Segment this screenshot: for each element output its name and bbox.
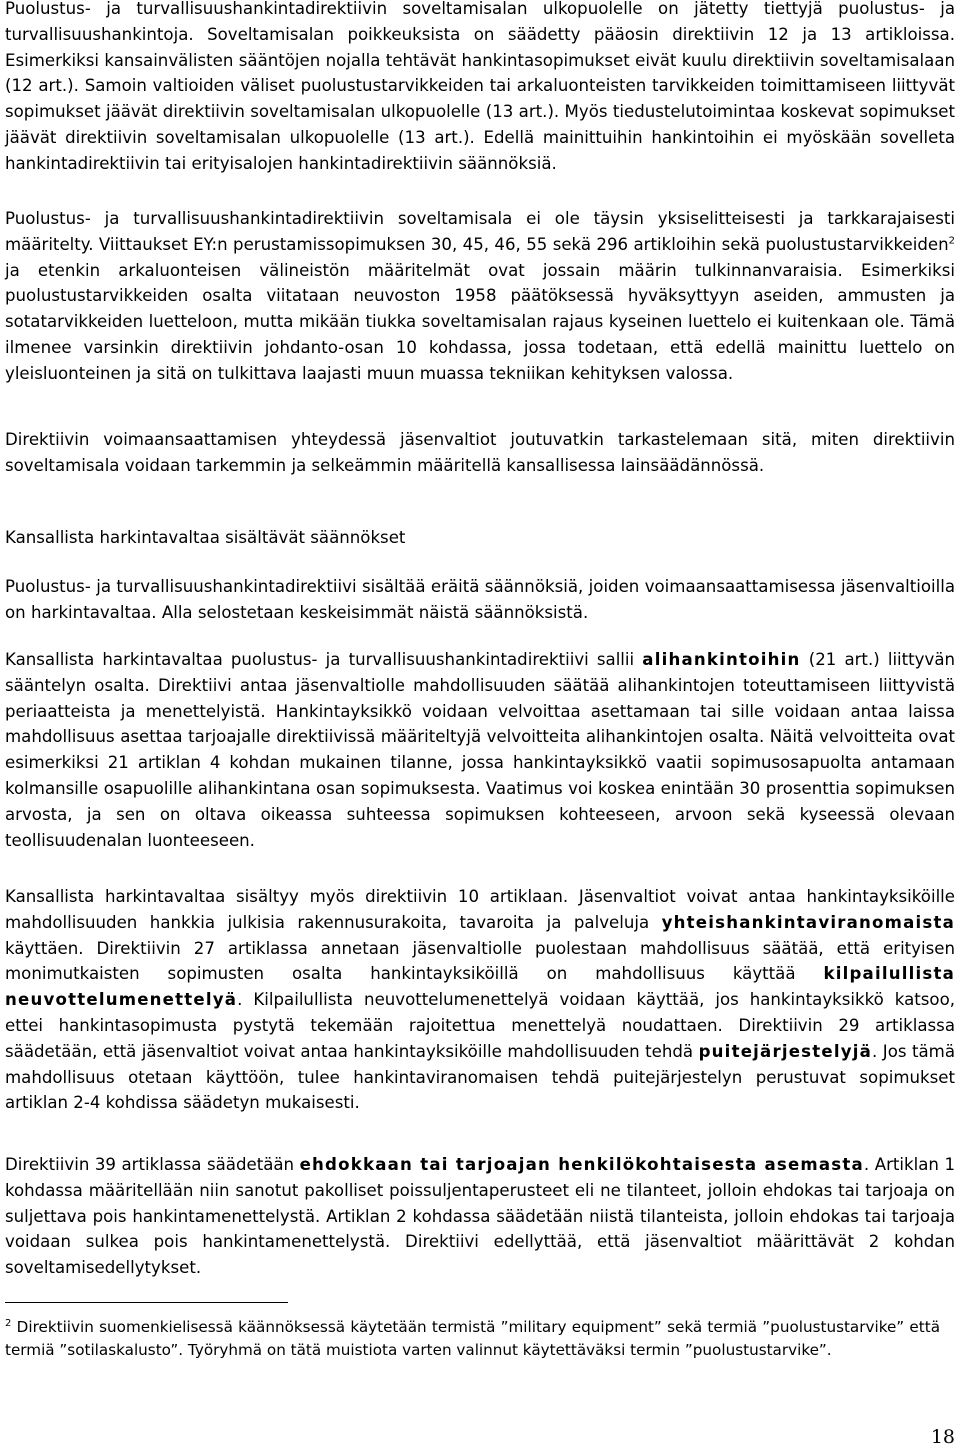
text-segment: Kansallista harkintavaltaa puolustus- ja turvallisuushankintadirektiivi sallii [5,650,643,669]
paragraph-text-start: Puolustus- ja turvallisuushankintadirektiivin soveltamisala ei ole täysin yksiselitteisesti ja tarkkarajaisesti määritelty. Viittaukset EY:n perustamissopimuksen 30, 45, 46, 55 sekä 296 artikloihin sekä puolustustarvikkeiden [5,209,955,254]
paragraph-scope-definition [5,206,955,387]
emphasis-central-purchasing: yhteishankintaviranomaista [661,912,955,932]
footnote-text: Direktiivin suomenkielisessä käännöksessä käytetään termistä ”military equipment” sekä termiä ”puolustustarvike” että termiä ”sotilaskalusto”. Työryhmä on tätä muistiota varten valinnut käytettäväksi termin ”puolustustarvike”. [5,1318,940,1359]
footnote-reference: 2 [948,235,955,247]
text-segment: . Jos tämä mahdollisuus otetaan käyttöön, tulee hankintaviranomaisen tehdä puitejärjestelyn perustuvat sopimukset artiklan 2-4 kohdissa säädetyn mukaisesti. [5,1041,955,1113]
emphasis-personal-situation: ehdokkaan tai tarjoajan henkilökohtaisesta asemasta [299,1155,864,1174]
paragraph-implementation: Direktiivin voimaansaattamisen yhteydessä jäsenvaltiot joutuvatkin tarkastelemaan sitä, miten direktiivin soveltamisala voidaan tarkemmin ja selkeämmin määritellä kansallisessa lainsäädännössä. [5,430,955,475]
text-segment: . Artiklan 1 kohdassa määritellään niin sanotut pakolliset poissuljentaperusteet eli ne tilanteet, jolloin ehdokas tai tarjoaja on suljettava pois hankintamenettelystä. Artiklan 2 kohdassa säädetään niistä tilanteista, jolloin ehdokas tai tarjoaja voidaan sulkea pois hankintamenettelystä. Direktiivi edellyttää, että jäsenvaltiot määrittävät 2 kohdan soveltamisedellytykset. [5,1155,955,1278]
text-segment: käyttäen. Direktiivin 27 artiklassa annetaan jäsenvaltiolle puolestaan mahdollisuus säätää, että erityisen monimutkaisten sopimusten osalta hankintayksiköillä on mahdollisuus käyttää [5,938,955,984]
text-segment: (21 art.) liittyvän sääntelyn osalta. Direktiivi antaa jäsenvaltiolle mahdollisuuden säätää alihankintojen toteuttamiseen liittyvistä periaatteista ja menettelyistä. Hankintayksikkö voidaan velvoittaa asettamaan tai sille voidaan antaa laissa mahdollisuus asettaa tarjoajalle direktiivissä määriteltyjä velvoitteita alihankintojen osalta. Näitä velvoitteita ovat esimerkiksi 21 artiklan 4 kohdan mukainen tilanne, jossa hankintayksikkö vaatii sopimusosapuolta antamaan kolmansille osapuolille alihankintana osan sopimuksesta. Vaatimus voi koskea enintään 30 prosenttia sopimuksen arvosta, ja sen on oltava oikeassa suhteessa sopimuksen kohteeseen, arvoon sekä kyseessä olevaan teollisuudenalan luonteeseen. [5,650,955,850]
emphasis-framework-agreements: puitejärjestelyjä [698,1041,873,1061]
document-page [5,0,955,1451]
paragraph-subcontracting [5,647,955,853]
footnote [5,1316,940,1362]
emphasis-competitive-dialogue: kilpailullista neuvottelumenettelyä [5,964,955,1010]
footnote-divider [5,1302,288,1303]
text-segment: Direktiivin 39 artiklassa säädetään [5,1155,300,1174]
text-segment: Kansallista harkintavaltaa sisältyy myös direktiivin 10 artiklaan. Jäsenvaltiot voivat antaa hankintayksiköille mahdollisuuden hankkia julkisia rakennusurakoita, tavaroita ja palveluja [5,887,955,932]
page-number: 18 [930,1426,955,1448]
paragraph-scope-exclusions: Puolustus- ja turvallisuushankintadirektiivin soveltamisalan ulkopuolelle on jätetty tiettyjä puolustus- ja turvallisuushankintoja. Soveltamisalan poikkeuksista on säädetty pääosin direktiivin 12 ja 13 artikloissa. Esimerkiksi kansainvälisten sääntöjen nojalla tehtävät hankintasopimukset eivät kuulu direktiivin soveltamisalaan (12 art.). Samoin valtioiden väliset puolustustarvikkeiden tai arkaluonteisten tarvikkeiden toimittamiseen liittyvät sopimukset jäävät direktiivin soveltamisalan ulkopuolelle (13 art.). Myös tiedustelutoimintaa koskevat sopimukset jäävät direktiivin soveltamisalan ulkopuolelle (13 art.). Edellä mainittuihin hankintoihin ei myöskään sovelleta hankintadirektiivin tai erityisalojen hankintadirektiivin säännöksiä. [5,0,955,173]
footnote-number: 2 [5,1317,12,1329]
paragraph-procurement-methods [5,884,955,1116]
section-heading: Kansallista harkintavaltaa sisältävät säännökset [5,528,406,547]
paragraph-discretion-intro: Puolustus- ja turvallisuushankintadirektiivi sisältää eräitä säännöksiä, joiden voimaansaattamisessa jäsenvaltioilla on harkintavaltaa. Alla selostetaan keskeisimmät näistä säännöksistä. [5,577,955,622]
emphasis-subcontracting: alihankintoihin [642,650,801,669]
paragraph-personal-situation [5,1152,955,1281]
text-segment: . Kilpailullista neuvottelumenettelyä voidaan käyttää, jos hankintayksikkö katsoo, ettei hankintasopimusta pystytä tekemään rajoitettua menettelyä noudattaen. Direktiivin 29 artiklassa säädetään, että jäsenvaltiot voivat antaa hankintayksiköille mahdollisuuden tehdä [5,990,955,1061]
paragraph-text-end: ja etenkin arkaluonteisen välineistön määritelmät ovat jossain määrin tulkinnanvaraisia. Esimerkiksi puolustustarvikkeiden osalta viitataan neuvoston 1958 päätöksessä hyväksyttyyn aseiden, ammusten ja sotatarvikkeiden luetteloon, mutta mikään tiukka soveltamisalan rajaus kyseinen luettelo ei kuitenkaan ole. Tämä ilmenee varsinkin direktiivin johdanto-osan 10 kohdassa, jossa todetaan, että edellä mainittu luettelo on yleisluonteinen ja sitä on tulkittava laajasti muun muassa tekniikan kehityksen valossa. [5,260,955,383]
